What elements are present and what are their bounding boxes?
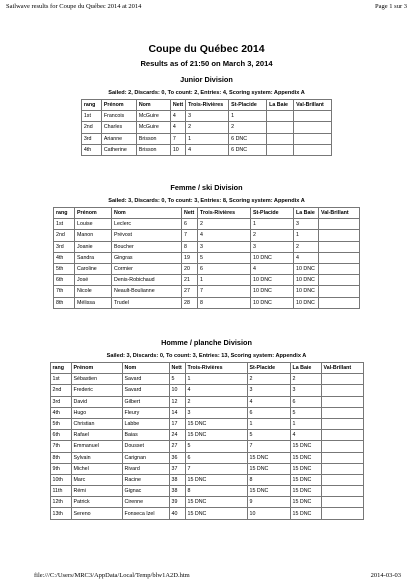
cell-trois-rivieres: 1 xyxy=(186,133,229,144)
cell-net: 38 xyxy=(169,486,185,497)
column-header-st-placide: St-Placide xyxy=(247,363,290,374)
cell-first-name: Manon xyxy=(75,230,112,241)
cell-last-name: Leclerc xyxy=(112,219,182,230)
table-row xyxy=(54,297,360,308)
table-row xyxy=(54,286,360,297)
cell-last-name: Dousset xyxy=(122,441,169,452)
cell-trois-rivieres: 7 xyxy=(185,463,247,474)
cell-net: 6 xyxy=(182,219,198,230)
cell-first-name: Catherine xyxy=(101,144,136,155)
cell-first-name: Patrick xyxy=(71,497,122,508)
column-header-la-baie: La Baie xyxy=(267,100,294,111)
column-header-last-name: Nom xyxy=(136,100,170,111)
column-header-rank: rang xyxy=(81,100,101,111)
cell-first-name: David xyxy=(71,396,122,407)
cell-la-baie: 15 DNC xyxy=(290,497,321,508)
cell-trois-rivieres: 15 DNC xyxy=(185,474,247,485)
division-title: Homme / planche Division xyxy=(161,338,252,347)
cell-first-name: Arianne xyxy=(101,133,136,144)
results-table xyxy=(53,207,360,309)
cell-st-placide: 6 DNC xyxy=(229,133,267,144)
cell-first-name: Marc xyxy=(71,474,122,485)
cell-val-brillant xyxy=(321,407,363,418)
cell-rank: 4th xyxy=(81,144,101,155)
cell-first-name: Michel xyxy=(71,463,122,474)
cell-st-placide: 2 xyxy=(247,374,290,385)
cell-last-name: Prévost xyxy=(112,230,182,241)
cell-la-baie: 15 DNC xyxy=(290,441,321,452)
cell-last-name: McGuire xyxy=(136,111,170,122)
cell-la-baie: 15 DNC xyxy=(290,508,321,519)
cell-val-brillant xyxy=(321,374,363,385)
cell-first-name: Emmanuel xyxy=(71,441,122,452)
cell-rank: 9th xyxy=(50,463,71,474)
cell-val-brillant xyxy=(321,497,363,508)
cell-first-name: Charles xyxy=(101,122,136,133)
cell-trois-rivieres: 15 DNC xyxy=(185,430,247,441)
cell-first-name: Christian xyxy=(71,418,122,429)
cell-la-baie: 1 xyxy=(290,418,321,429)
division-title: Femme / ski Division xyxy=(170,183,243,192)
table-row xyxy=(50,407,363,418)
cell-first-name: Caroline xyxy=(75,263,112,274)
cell-st-placide: 5 xyxy=(247,430,290,441)
division-homme-planche xyxy=(0,337,413,520)
cell-rank: 2nd xyxy=(81,122,101,133)
cell-st-placide: 4 xyxy=(247,396,290,407)
cell-trois-rivieres: 3 xyxy=(186,111,229,122)
table-row xyxy=(50,441,363,452)
cell-net: 20 xyxy=(182,263,198,274)
cell-net: 4 xyxy=(170,122,185,133)
cell-trois-rivieres: 2 xyxy=(185,396,247,407)
cell-last-name: Racine xyxy=(122,474,169,485)
cell-st-placide: 15 DNC xyxy=(247,486,290,497)
cell-val-brillant xyxy=(321,418,363,429)
column-header-st-placide: St-Placide xyxy=(251,208,294,219)
cell-val-brillant xyxy=(321,385,363,396)
cell-first-name: Nicole xyxy=(75,286,112,297)
cell-la-baie: 2 xyxy=(294,241,319,252)
cell-rank: 6th xyxy=(50,430,71,441)
cell-la-baie: 10 DNC xyxy=(294,286,319,297)
cell-st-placide: 7 xyxy=(247,441,290,452)
cell-net: 19 xyxy=(182,252,198,263)
cell-trois-rivieres: 1 xyxy=(198,275,251,286)
cell-last-name: Gingras xyxy=(112,252,182,263)
column-header-val-brillant: Val-Brillant xyxy=(321,363,363,374)
cell-rank: 12th xyxy=(50,497,71,508)
cell-last-name: Rivard xyxy=(122,463,169,474)
cell-la-baie: 15 DNC xyxy=(290,486,321,497)
cell-net: 10 xyxy=(169,385,185,396)
cell-val-brillant xyxy=(319,230,360,241)
cell-net: 17 xyxy=(169,418,185,429)
table-row xyxy=(50,486,363,497)
cell-net: 10 xyxy=(170,144,185,155)
file-path: file:///C:/Users/MRC3/AppData/Local/Temp/blw1A2D.htm xyxy=(34,572,190,579)
cell-net: 40 xyxy=(169,508,185,519)
cell-la-baie: 10 DNC xyxy=(294,263,319,274)
cell-last-name: Trudel xyxy=(112,297,182,308)
cell-la-baie xyxy=(267,144,294,155)
cell-st-placide: 10 DNC xyxy=(251,297,294,308)
cell-trois-rivieres: 4 xyxy=(185,385,247,396)
cell-la-baie: 3 xyxy=(294,219,319,230)
table-row xyxy=(50,396,363,407)
cell-st-placide: 6 DNC xyxy=(229,144,267,155)
column-header-last-name: Nom xyxy=(122,363,169,374)
cell-st-placide: 15 DNC xyxy=(247,452,290,463)
table-header-row xyxy=(81,100,331,111)
cell-trois-rivieres: 8 xyxy=(185,486,247,497)
cell-trois-rivieres: 4 xyxy=(198,230,251,241)
cell-last-name: Savard xyxy=(122,385,169,396)
cell-last-name: Brisson xyxy=(136,144,170,155)
cell-la-baie: 15 DNC xyxy=(290,474,321,485)
column-header-trois-rivieres: Trois-Rivières xyxy=(186,100,229,111)
cell-rank: 8th xyxy=(54,297,75,308)
cell-net: 14 xyxy=(169,407,185,418)
cell-rank: 6th xyxy=(54,275,75,286)
cell-trois-rivieres: 15 DNC xyxy=(185,497,247,508)
cell-last-name: Gilbert xyxy=(122,396,169,407)
cell-la-baie: 6 xyxy=(290,396,321,407)
cell-last-name: Carignan xyxy=(122,452,169,463)
table-row xyxy=(50,418,363,429)
cell-net: 4 xyxy=(170,111,185,122)
cell-st-placide: 3 xyxy=(251,241,294,252)
cell-la-baie: 1 xyxy=(294,230,319,241)
cell-trois-rivieres: 3 xyxy=(198,241,251,252)
cell-rank: 2nd xyxy=(50,385,71,396)
cell-first-name: Sereno xyxy=(71,508,122,519)
column-header-net: Nett xyxy=(182,208,198,219)
cell-la-baie: 15 DNC xyxy=(290,452,321,463)
print-date: 2014-03-03 xyxy=(370,572,401,579)
cell-rank: 10th xyxy=(50,474,71,485)
cell-rank: 11th xyxy=(50,486,71,497)
cell-st-placide: 10 xyxy=(247,508,290,519)
cell-val-brillant xyxy=(319,297,360,308)
table-row xyxy=(81,122,331,133)
cell-st-placide: 10 DNC xyxy=(251,275,294,286)
cell-val-brillant xyxy=(321,430,363,441)
column-header-trois-rivieres: Trois-Rivières xyxy=(198,208,251,219)
cell-rank: 3rd xyxy=(81,133,101,144)
division-title: Junior Division xyxy=(180,75,233,84)
cell-st-placide: 10 DNC xyxy=(251,252,294,263)
cell-first-name: Rafael xyxy=(71,430,122,441)
cell-rank: 7th xyxy=(50,441,71,452)
column-header-trois-rivieres: Trois-Rivières xyxy=(185,363,247,374)
column-header-rank: rang xyxy=(54,208,75,219)
cell-la-baie: 15 DNC xyxy=(290,463,321,474)
cell-rank: 5th xyxy=(50,418,71,429)
cell-first-name: Sandra xyxy=(75,252,112,263)
cell-last-name: Savard xyxy=(122,374,169,385)
cell-st-placide: 15 DNC xyxy=(247,463,290,474)
column-header-first-name: Prénom xyxy=(75,208,112,219)
results-table xyxy=(50,362,364,520)
cell-last-name: Brisson xyxy=(136,133,170,144)
cell-st-placide: 2 xyxy=(251,230,294,241)
cell-rank: 1st xyxy=(50,374,71,385)
cell-net: 7 xyxy=(182,230,198,241)
cell-last-name: Denis-Robichaud xyxy=(112,275,182,286)
column-header-la-baie: La Baie xyxy=(290,363,321,374)
table-header-row xyxy=(54,208,360,219)
cell-last-name: McGuire xyxy=(136,122,170,133)
cell-trois-rivieres: 15 DNC xyxy=(185,418,247,429)
cell-st-placide: 10 DNC xyxy=(251,286,294,297)
cell-net: 21 xyxy=(182,275,198,286)
cell-net: 38 xyxy=(169,474,185,485)
cell-val-brillant xyxy=(319,241,360,252)
cell-net: 27 xyxy=(169,441,185,452)
cell-trois-rivieres: 15 DNC xyxy=(185,508,247,519)
table-row xyxy=(50,452,363,463)
table-row xyxy=(54,263,360,274)
page-title: Coupe du Québec 2014 xyxy=(148,43,265,55)
cell-first-name: Joanie xyxy=(75,241,112,252)
column-header-st-placide: St-Placide xyxy=(229,100,267,111)
cell-rank: 2nd xyxy=(54,230,75,241)
cell-net: 12 xyxy=(169,396,185,407)
table-row xyxy=(50,474,363,485)
cell-val-brillant xyxy=(294,144,332,155)
cell-la-baie: 2 xyxy=(290,374,321,385)
cell-la-baie: 3 xyxy=(290,385,321,396)
cell-rank: 7th xyxy=(54,286,75,297)
column-header-net: Nett xyxy=(170,100,185,111)
column-header-val-brillant: Val-Brillant xyxy=(319,208,360,219)
column-header-rank: rang xyxy=(50,363,71,374)
cell-rank: 1st xyxy=(54,219,75,230)
division-info: Sailed: 3, Discards: 0, To count: 3, Entries: 8, Scoring system: Appendix A xyxy=(108,198,305,204)
cell-first-name: Francois xyxy=(101,111,136,122)
cell-st-placide: 1 xyxy=(247,418,290,429)
cell-rank: 8th xyxy=(50,452,71,463)
column-header-last-name: Nom xyxy=(112,208,182,219)
results-table xyxy=(81,99,332,156)
cell-st-placide: 3 xyxy=(247,385,290,396)
cell-last-name: Fleury xyxy=(122,407,169,418)
table-row xyxy=(81,133,331,144)
cell-last-name: Cirenne xyxy=(122,497,169,508)
cell-val-brillant xyxy=(319,275,360,286)
cell-net: 24 xyxy=(169,430,185,441)
cell-trois-rivieres: 8 xyxy=(198,297,251,308)
cell-first-name: Sébastien xyxy=(71,374,122,385)
cell-first-name: Hugo xyxy=(71,407,122,418)
cell-trois-rivieres: 6 xyxy=(198,263,251,274)
cell-net: 37 xyxy=(169,463,185,474)
cell-first-name: Rémi xyxy=(71,486,122,497)
cell-trois-rivieres: 2 xyxy=(198,219,251,230)
division-junior xyxy=(0,74,413,156)
cell-net: 36 xyxy=(169,452,185,463)
cell-last-name: Baias xyxy=(122,430,169,441)
cell-la-baie: 4 xyxy=(290,430,321,441)
cell-last-name: Labbe xyxy=(122,418,169,429)
cell-val-brillant xyxy=(321,452,363,463)
cell-st-placide: 8 xyxy=(247,474,290,485)
cell-la-baie: 5 xyxy=(290,407,321,418)
cell-rank: 5th xyxy=(54,263,75,274)
cell-rank: 3rd xyxy=(54,241,75,252)
table-row xyxy=(81,111,331,122)
cell-val-brillant xyxy=(294,111,332,122)
table-row xyxy=(50,497,363,508)
division-femme-ski xyxy=(0,182,413,309)
page-number: Page 1 sur 3 xyxy=(375,3,407,10)
cell-first-name: Louise xyxy=(75,219,112,230)
cell-la-baie: 10 DNC xyxy=(294,275,319,286)
cell-trois-rivieres: 1 xyxy=(185,374,247,385)
cell-net: 8 xyxy=(182,241,198,252)
cell-la-baie: 10 DNC xyxy=(294,297,319,308)
column-header-net: Nett xyxy=(169,363,185,374)
cell-first-name: Frederic xyxy=(71,385,122,396)
cell-val-brillant xyxy=(294,122,332,133)
cell-net: 27 xyxy=(182,286,198,297)
column-header-la-baie: La Baie xyxy=(294,208,319,219)
page-header-title: Sailwave results for Coupe du Québec 2014 at 2014 xyxy=(6,3,142,10)
table-row xyxy=(50,430,363,441)
cell-la-baie: 4 xyxy=(294,252,319,263)
cell-trois-rivieres: 4 xyxy=(186,144,229,155)
cell-trois-rivieres: 7 xyxy=(198,286,251,297)
cell-val-brillant xyxy=(319,286,360,297)
cell-net: 7 xyxy=(170,133,185,144)
division-info: Sailed: 3, Discards: 0, To count: 3, Entries: 13, Scoring system: Appendix A xyxy=(106,353,307,359)
cell-val-brillant xyxy=(319,219,360,230)
cell-val-brillant xyxy=(321,508,363,519)
table-row xyxy=(50,385,363,396)
cell-trois-rivieres: 2 xyxy=(186,122,229,133)
cell-la-baie xyxy=(267,111,294,122)
cell-last-name: Gignac xyxy=(122,486,169,497)
table-row xyxy=(54,241,360,252)
table-row xyxy=(50,508,363,519)
cell-net: 39 xyxy=(169,497,185,508)
cell-rank: 4th xyxy=(54,252,75,263)
cell-st-placide: 9 xyxy=(247,497,290,508)
cell-rank: 13th xyxy=(50,508,71,519)
cell-val-brillant xyxy=(321,441,363,452)
cell-st-placide: 1 xyxy=(229,111,267,122)
cell-val-brillant xyxy=(294,133,332,144)
cell-la-baie xyxy=(267,133,294,144)
table-row xyxy=(54,252,360,263)
cell-trois-rivieres: 5 xyxy=(198,252,251,263)
cell-first-name: José xyxy=(75,275,112,286)
table-row xyxy=(50,463,363,474)
cell-trois-rivieres: 3 xyxy=(185,407,247,418)
cell-last-name: Cormier xyxy=(112,263,182,274)
cell-last-name: Fonseca Izel xyxy=(122,508,169,519)
division-info: Sailed: 2, Discards: 0, To count: 2, Entries: 4, Scoring system: Appendix A xyxy=(108,90,305,96)
cell-first-name: Mélissa xyxy=(75,297,112,308)
cell-rank: 1st xyxy=(81,111,101,122)
table-row xyxy=(54,275,360,286)
cell-net: 5 xyxy=(169,374,185,385)
cell-st-placide: 6 xyxy=(247,407,290,418)
cell-val-brillant xyxy=(321,486,363,497)
cell-net: 28 xyxy=(182,297,198,308)
table-row xyxy=(54,230,360,241)
cell-rank: 3rd xyxy=(50,396,71,407)
column-header-first-name: Prénom xyxy=(71,363,122,374)
column-header-first-name: Prénom xyxy=(101,100,136,111)
column-header-val-brillant: Val-Brillant xyxy=(294,100,332,111)
cell-first-name: Sylvain xyxy=(71,452,122,463)
cell-trois-rivieres: 6 xyxy=(185,452,247,463)
cell-val-brillant xyxy=(319,252,360,263)
cell-val-brillant xyxy=(319,263,360,274)
cell-val-brillant xyxy=(321,396,363,407)
cell-rank: 4th xyxy=(50,407,71,418)
cell-st-placide: 1 xyxy=(251,219,294,230)
results-timestamp: Results as of 21:50 on March 3, 2014 xyxy=(140,59,273,68)
table-row xyxy=(81,144,331,155)
table-row xyxy=(50,374,363,385)
table-header-row xyxy=(50,363,363,374)
cell-la-baie xyxy=(267,122,294,133)
cell-st-placide: 2 xyxy=(229,122,267,133)
cell-val-brillant xyxy=(321,474,363,485)
cell-last-name: Neault-Boulianne xyxy=(112,286,182,297)
cell-val-brillant xyxy=(321,463,363,474)
cell-trois-rivieres: 5 xyxy=(185,441,247,452)
cell-last-name: Boucher xyxy=(112,241,182,252)
table-row xyxy=(54,219,360,230)
cell-st-placide: 4 xyxy=(251,263,294,274)
